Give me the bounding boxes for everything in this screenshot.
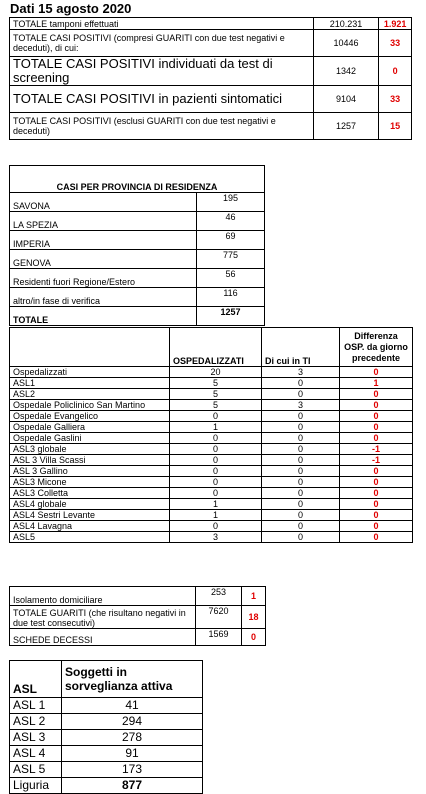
province-value: 46 (197, 212, 265, 231)
hospital-diff: -1 (340, 455, 413, 466)
surveillance-row (10, 730, 203, 746)
summary-table (9, 17, 412, 140)
hospital-row (10, 444, 413, 455)
surveillance-count: 294 (62, 714, 203, 730)
surveillance-asl: ASL 5 (10, 762, 62, 778)
hospital-row (10, 499, 413, 510)
province-name: GENOVA (10, 250, 197, 269)
province-header: CASI PER PROVINCIA DI RESIDENZA (10, 166, 265, 193)
summary-label: TOTALE CASI POSITIVI (compresi GUARITI con due test negativi e deceduti), di cui: (10, 30, 314, 57)
summary-row (10, 57, 412, 86)
hospital-row (10, 433, 413, 444)
hospital-diff: 0 (340, 488, 413, 499)
hospital-osp: 1 (170, 422, 262, 433)
summary-delta: 1.921 (379, 18, 412, 30)
hospital-name: ASL4 globale (10, 499, 170, 510)
province-name: SAVONA (10, 193, 197, 212)
hospital-ti: 0 (262, 444, 340, 455)
hospital-diff: 0 (340, 400, 413, 411)
page-title: Dati 15 agosto 2020 (10, 1, 132, 16)
hospital-name: ASL4 Sestri Levante (10, 510, 170, 521)
hospital-diff: 0 (340, 389, 413, 400)
surveillance-asl: ASL 3 (10, 730, 62, 746)
surveillance-count: 91 (62, 746, 203, 762)
hospital-row (10, 455, 413, 466)
hospital-ti: 3 (262, 400, 340, 411)
summary-delta: 33 (379, 86, 412, 113)
surveillance-row (10, 714, 203, 730)
surveillance-header-asl: ASL (10, 661, 62, 698)
hospital-name: Ospedale Galliera (10, 422, 170, 433)
hospital-ti: 3 (262, 367, 340, 378)
surveillance-total-value: 877 (62, 778, 203, 794)
other-value: 253 (196, 587, 242, 606)
other-delta: 0 (242, 629, 266, 646)
hospital-header-diff: Differenza OSP. da giorno precedente (340, 328, 413, 367)
province-value: 775 (197, 250, 265, 269)
hospital-row (10, 389, 413, 400)
hospital-ti: 0 (262, 389, 340, 400)
hospital-osp: 20 (170, 367, 262, 378)
hospital-ti: 0 (262, 422, 340, 433)
surveillance-table (9, 660, 203, 794)
other-value: 7620 (196, 606, 242, 629)
summary-delta: 0 (379, 57, 412, 86)
surveillance-asl: ASL 1 (10, 698, 62, 714)
hospital-name: ASL 3 Gallino (10, 466, 170, 477)
province-row (10, 193, 265, 212)
hospital-name: ASL5 (10, 532, 170, 543)
hospital-osp: 3 (170, 532, 262, 543)
other-label: Isolamento domiciliare (10, 587, 196, 606)
hospital-name: ASL2 (10, 389, 170, 400)
hospital-name: ASL3 Colletta (10, 488, 170, 499)
other-label: SCHEDE DECESSI (10, 629, 196, 646)
hospital-ti: 0 (262, 521, 340, 532)
surveillance-header-row (10, 661, 203, 698)
hospital-ti: 0 (262, 532, 340, 543)
other-value: 1569 (196, 629, 242, 646)
hospital-ti: 0 (262, 477, 340, 488)
hospital-diff: 0 (340, 433, 413, 444)
province-row (10, 269, 265, 288)
hospital-diff: 0 (340, 532, 413, 543)
province-table (9, 165, 265, 326)
surveillance-count: 278 (62, 730, 203, 746)
hospital-ti: 0 (262, 510, 340, 521)
summary-delta: 33 (379, 30, 412, 57)
hospital-row (10, 477, 413, 488)
province-header-row (10, 166, 265, 193)
summary-value: 210.231 (313, 18, 378, 30)
hospital-name: ASL 3 Villa Scassi (10, 455, 170, 466)
summary-label: TOTALE tamponi effettuati (10, 18, 314, 30)
hospital-diff: 0 (340, 477, 413, 488)
hospital-row (10, 488, 413, 499)
hospital-diff: 0 (340, 510, 413, 521)
province-value: 69 (197, 231, 265, 250)
hospital-row (10, 367, 413, 378)
hospital-ti: 0 (262, 466, 340, 477)
surveillance-count: 41 (62, 698, 203, 714)
hospital-osp: 5 (170, 389, 262, 400)
surveillance-row (10, 698, 203, 714)
summary-label: TOTALE CASI POSITIVI in pazienti sintomatici (10, 86, 314, 113)
hospital-table (9, 327, 413, 543)
surveillance-row (10, 762, 203, 778)
hospital-row (10, 521, 413, 532)
province-name: IMPERIA (10, 231, 197, 250)
summary-row (10, 86, 412, 113)
hospital-ti: 0 (262, 488, 340, 499)
province-name: Residenti fuori Regione/Estero (10, 269, 197, 288)
hospital-header-osp: OSPEDALIZZATI (170, 328, 262, 367)
hospital-diff: -1 (340, 444, 413, 455)
other-label: TOTALE GUARITI (che risultano negativi in due test consecutivi) (10, 606, 196, 629)
province-value: 56 (197, 269, 265, 288)
province-value: 195 (197, 193, 265, 212)
hospital-header-empty (10, 328, 170, 367)
hospital-row (10, 422, 413, 433)
hospital-name: Ospedalizzati (10, 367, 170, 378)
hospital-diff: 1 (340, 378, 413, 389)
hospital-row (10, 510, 413, 521)
hospital-header-row (10, 328, 413, 367)
hospital-diff: 0 (340, 499, 413, 510)
hospital-name: ASL3 globale (10, 444, 170, 455)
hospital-osp: 0 (170, 444, 262, 455)
summary-value: 1342 (313, 57, 378, 86)
province-value: 116 (197, 288, 265, 307)
surveillance-header-count: Soggetti in sorveglianza attiva (62, 661, 203, 698)
hospital-osp: 0 (170, 466, 262, 477)
hospital-name: ASL4 Lavagna (10, 521, 170, 532)
province-row (10, 231, 265, 250)
hospital-osp: 0 (170, 411, 262, 422)
surveillance-asl: ASL 2 (10, 714, 62, 730)
province-name: altro/in fase di verifica (10, 288, 197, 307)
hospital-osp: 0 (170, 477, 262, 488)
summary-value: 10446 (313, 30, 378, 57)
province-total-row (10, 307, 265, 326)
hospital-osp: 0 (170, 488, 262, 499)
hospital-ti: 0 (262, 455, 340, 466)
hospital-osp: 0 (170, 521, 262, 532)
hospital-row (10, 532, 413, 543)
summary-row (10, 30, 412, 57)
surveillance-total-row (10, 778, 203, 794)
hospital-row (10, 400, 413, 411)
surveillance-row (10, 746, 203, 762)
summary-label: TOTALE CASI POSITIVI individuati da test di screening (10, 57, 314, 86)
hospital-osp: 1 (170, 510, 262, 521)
surveillance-total-label: Liguria (10, 778, 62, 794)
hospital-ti: 0 (262, 378, 340, 389)
hospital-diff: 0 (340, 422, 413, 433)
other-row (10, 587, 266, 606)
hospital-name: ASL3 Micone (10, 477, 170, 488)
other-row (10, 606, 266, 629)
other-row (10, 629, 266, 646)
other-table (9, 586, 266, 646)
summary-row (10, 18, 412, 30)
hospital-osp: 1 (170, 499, 262, 510)
hospital-osp: 0 (170, 455, 262, 466)
hospital-name: ASL1 (10, 378, 170, 389)
summary-delta: 15 (379, 113, 412, 140)
hospital-ti: 0 (262, 499, 340, 510)
province-row (10, 212, 265, 231)
hospital-name: Ospedale Evangelico (10, 411, 170, 422)
hospital-osp: 5 (170, 400, 262, 411)
province-total-value: 1257 (197, 307, 265, 326)
hospital-header-ti: Di cui in TI (262, 328, 340, 367)
summary-value: 9104 (313, 86, 378, 113)
hospital-osp: 5 (170, 378, 262, 389)
hospital-diff: 0 (340, 411, 413, 422)
summary-value: 1257 (313, 113, 378, 140)
hospital-diff: 0 (340, 521, 413, 532)
summary-row (10, 113, 412, 140)
surveillance-count: 173 (62, 762, 203, 778)
hospital-row (10, 411, 413, 422)
province-name: LA SPEZIA (10, 212, 197, 231)
other-delta: 18 (242, 606, 266, 629)
hospital-diff: 0 (340, 466, 413, 477)
hospital-diff: 0 (340, 367, 413, 378)
province-row (10, 250, 265, 269)
hospital-ti: 0 (262, 411, 340, 422)
province-total-label: TOTALE (10, 307, 197, 326)
province-row (10, 288, 265, 307)
other-delta: 1 (242, 587, 266, 606)
summary-label: TOTALE CASI POSITIVI (esclusi GUARITI con due test negativi e deceduti) (10, 113, 314, 140)
hospital-name: Ospedale Gaslini (10, 433, 170, 444)
hospital-osp: 0 (170, 433, 262, 444)
surveillance-asl: ASL 4 (10, 746, 62, 762)
hospital-ti: 0 (262, 433, 340, 444)
hospital-row (10, 378, 413, 389)
hospital-row (10, 466, 413, 477)
hospital-name: Ospedale Policlinico San Martino (10, 400, 170, 411)
